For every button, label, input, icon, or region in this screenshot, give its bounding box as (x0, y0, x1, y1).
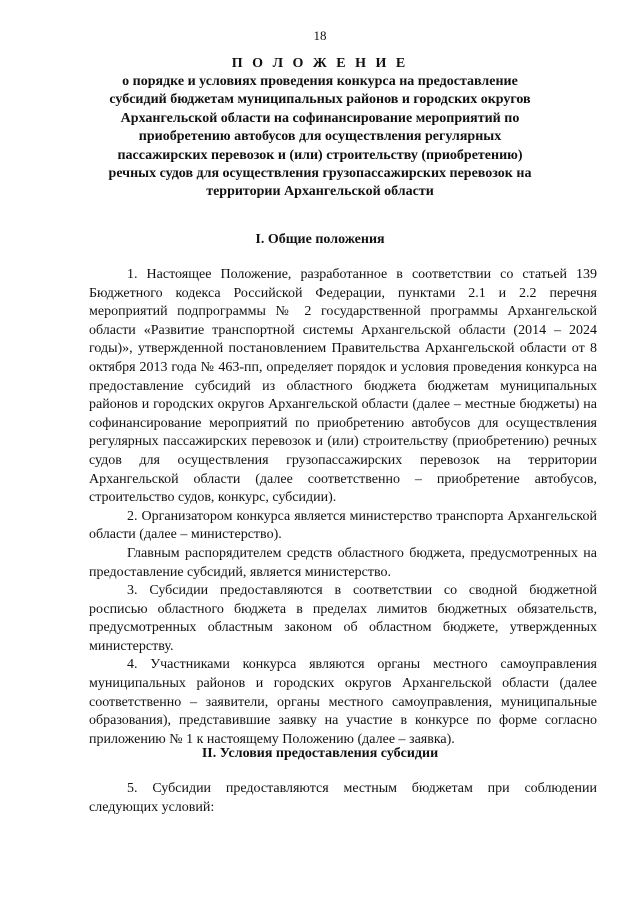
section-heading-general: I. Общие положения (255, 232, 385, 247)
paragraph-5: 5. Субсидии предоставляются местным бюджетам при соблюдении следующих условий: (89, 781, 597, 815)
paragraph-1: 1. Настоящее Положение, разработанное в соответствии со статьей 139 Бюджетного кодекса Российской Федерации, пунктами 2.1 и 2.2 перечня мероприятий подпрограммы № 2 государственной программы Архангельской области «Развитие транспортной системы Архангельской области (2014 – 2024 годы)», утвержденной постановлением Правительства Архангельской области от 8 октября 2013 года № 463-пп, определяет порядок и условия проведения конкурса на предоставление субсидий из областного бюджета бюджетам муниципальных районов и городских округов Архангельской области (далее – местные бюджеты) на софинансирование мероприятий по приобретению автобусов для осуществления регулярных пассажирских перевозок и (или) строительству (приобретению) речных судов для осуществления грузопассажирских перевозок на территории Архангельской области (далее соответственно – приобретение автобусов, строительство судов, конкурс, субсидии). (89, 267, 597, 506)
document-subtitle: о порядке и условиях проведения конкурса на предоставление субсидий бюджетам муниципальных районов и городских округов Архангельской области на софинансирование мероприятий по приобретению автобусов для осуществления регулярных пассажирских перевозок и (или) строительству (приобретению) речных судов для осуществления грузопассажирских перевозок на территории Архангельской области (108, 74, 532, 200)
document-title: П О Л О Ж Е Н И Е (231, 56, 409, 71)
section-body-conditions (89, 780, 597, 817)
paragraph-2-cont: Главным распорядителем средств областного бюджета, предусмотренных на предоставление субсидий, является министерство. (89, 545, 597, 580)
paragraph-4: 4. Участниками конкурса являются органы местного самоуправления муниципальных районов и городских округов Архангельской области (далее соответственно – заявители, органы местного самоуправления, муниципальные образования), представившие заявку на участие в конкурсе по форме согласно приложению № 1 к настоящему Положению (далее – заявка). (89, 657, 597, 747)
paragraph-3: 3. Субсидии предоставляются в соответствии со сводной бюджетной росписью областного бюджета в пределах лимитов бюджетных обязательств, предусмотренных областным законом об областном бюджете, утвержденных министерству. (89, 583, 597, 654)
section-heading-conditions: II. Условия предоставления субсидии (201, 746, 439, 761)
page-number: 18 (313, 28, 327, 43)
section-body-general (89, 266, 597, 749)
paragraph-2: 2. Организатором конкурса является министерство транспорта Архангельской области (далее – министерство). (89, 508, 597, 543)
